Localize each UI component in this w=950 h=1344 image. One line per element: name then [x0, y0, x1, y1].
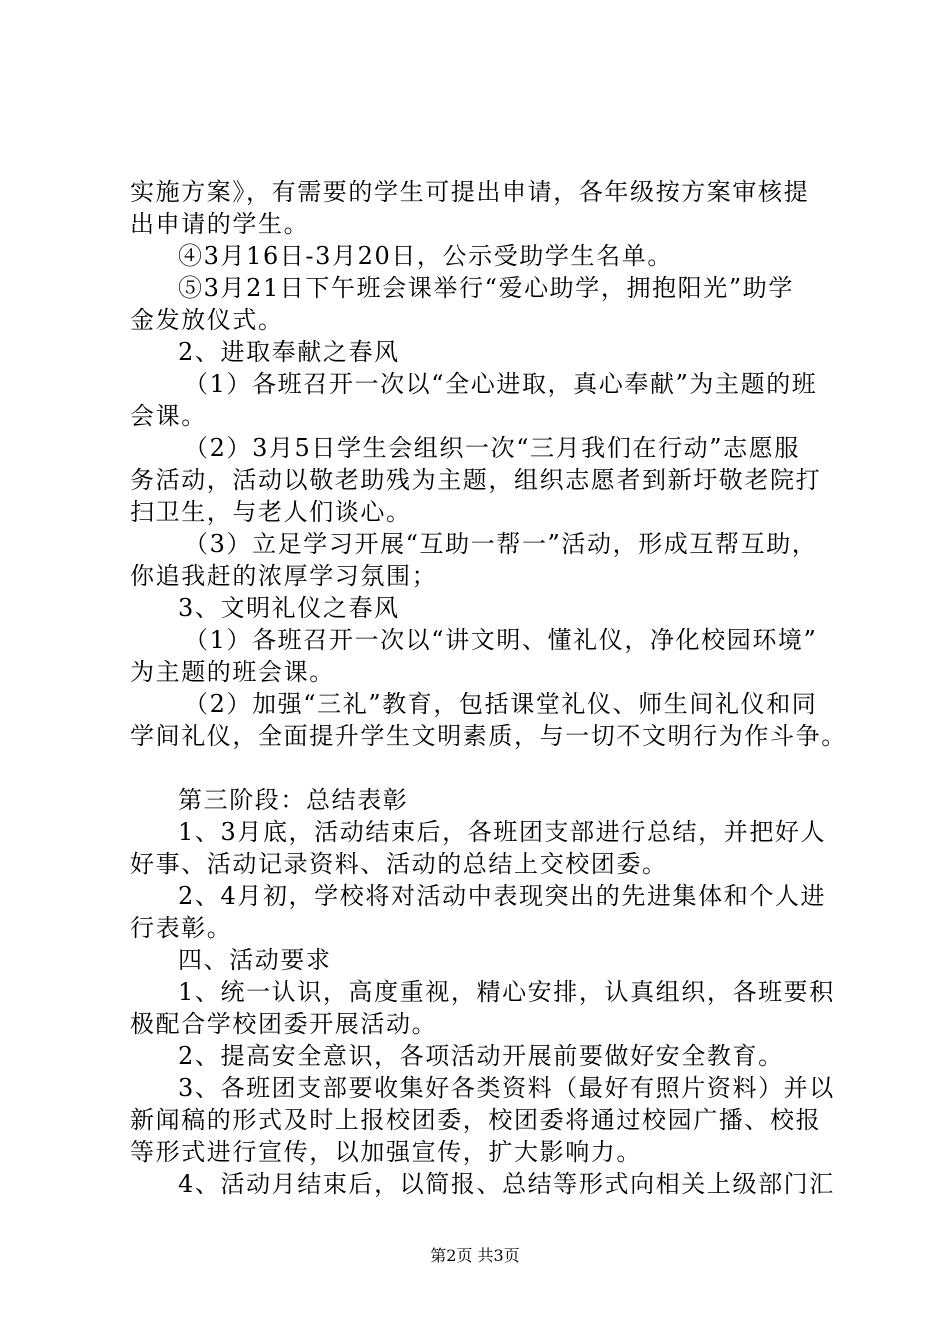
- text-line: 3、各班团支部要收集好各类资料（最好有照片资料）并以: [178, 1074, 835, 1102]
- text-line: 1、3月底，活动结束后，各班团支部进行总结，并把好人: [178, 818, 827, 846]
- text-line: 等形式进行宣传，以加强宣传，扩大影响力。: [130, 1138, 642, 1166]
- section-heading: 第三阶段：总结表彰: [178, 786, 409, 814]
- text-line: （3）立足学习开展“互助一帮一”活动，形成互帮互助，: [184, 530, 818, 558]
- text-line: （1）各班召开一次以“全心进取，真心奉献”为主题的班: [184, 370, 818, 398]
- text-line: 极配合学校团委开展活动。: [130, 1010, 438, 1038]
- text-line: 4、活动月结束后，以简报、总结等形式向相关上级部门汇: [178, 1170, 835, 1198]
- text-line: 新闻稿的形式及时上报校团委，校团委将通过校园广播、校报: [130, 1106, 822, 1134]
- text-line: 2、4月初，学校将对活动中表现突出的先进集体和个人进: [178, 882, 827, 910]
- page-number: 第2页 共3页: [430, 1246, 520, 1265]
- text-line: 2、提高安全意识，各项活动开展前要做好安全教育。: [178, 1042, 784, 1070]
- text-line: 实施方案》，有需要的学生可提出申请，各年级按方案审核提: [130, 178, 810, 206]
- text-line: 学间礼仪，全面提升学生文明素质，与一切不文明行为作斗争。: [130, 722, 847, 750]
- text-line: 你追我赶的浓厚学习氛围；: [130, 562, 438, 590]
- section-heading: 2、进取奉献之春风: [178, 338, 400, 366]
- text-line: 1、统一认识，高度重视，精心安排，认真组织，各班要积: [178, 978, 835, 1006]
- text-line: 好事、活动记录资料、活动的总结上交校团委。: [130, 850, 668, 878]
- text-line: 会课。: [130, 402, 207, 430]
- text-line: （2）3月5日学生会组织一次“三月我们在行动”志愿服: [184, 434, 800, 462]
- text-line: 扫卫生，与老人们谈心。: [130, 498, 412, 526]
- text-line: 为主题的班会课。: [130, 658, 335, 686]
- text-line: 行表彰。: [130, 914, 233, 942]
- text-line: （2）加强“三礼”教育，包括课堂礼仪、师生间礼仪和同: [184, 690, 818, 718]
- text-line: ④3月16日-3月20日，公示受助学生名单。: [178, 242, 673, 270]
- text-line: ⑤3月21日下午班会课举行“爱心助学，拥抱阳光”助学: [178, 274, 794, 302]
- text-line: 务活动，活动以敬老助残为主题，组织志愿者到新圩敬老院打: [130, 466, 822, 494]
- text-line: 出申请的学生。: [130, 210, 310, 238]
- section-heading: 3、文明礼仪之春风: [178, 594, 400, 622]
- text-line: 金发放仪式。: [130, 306, 284, 334]
- section-heading: 四、活动要求: [178, 946, 332, 974]
- text-line: （1）各班召开一次以“讲文明、懂礼仪，净化校园环境”: [184, 626, 818, 654]
